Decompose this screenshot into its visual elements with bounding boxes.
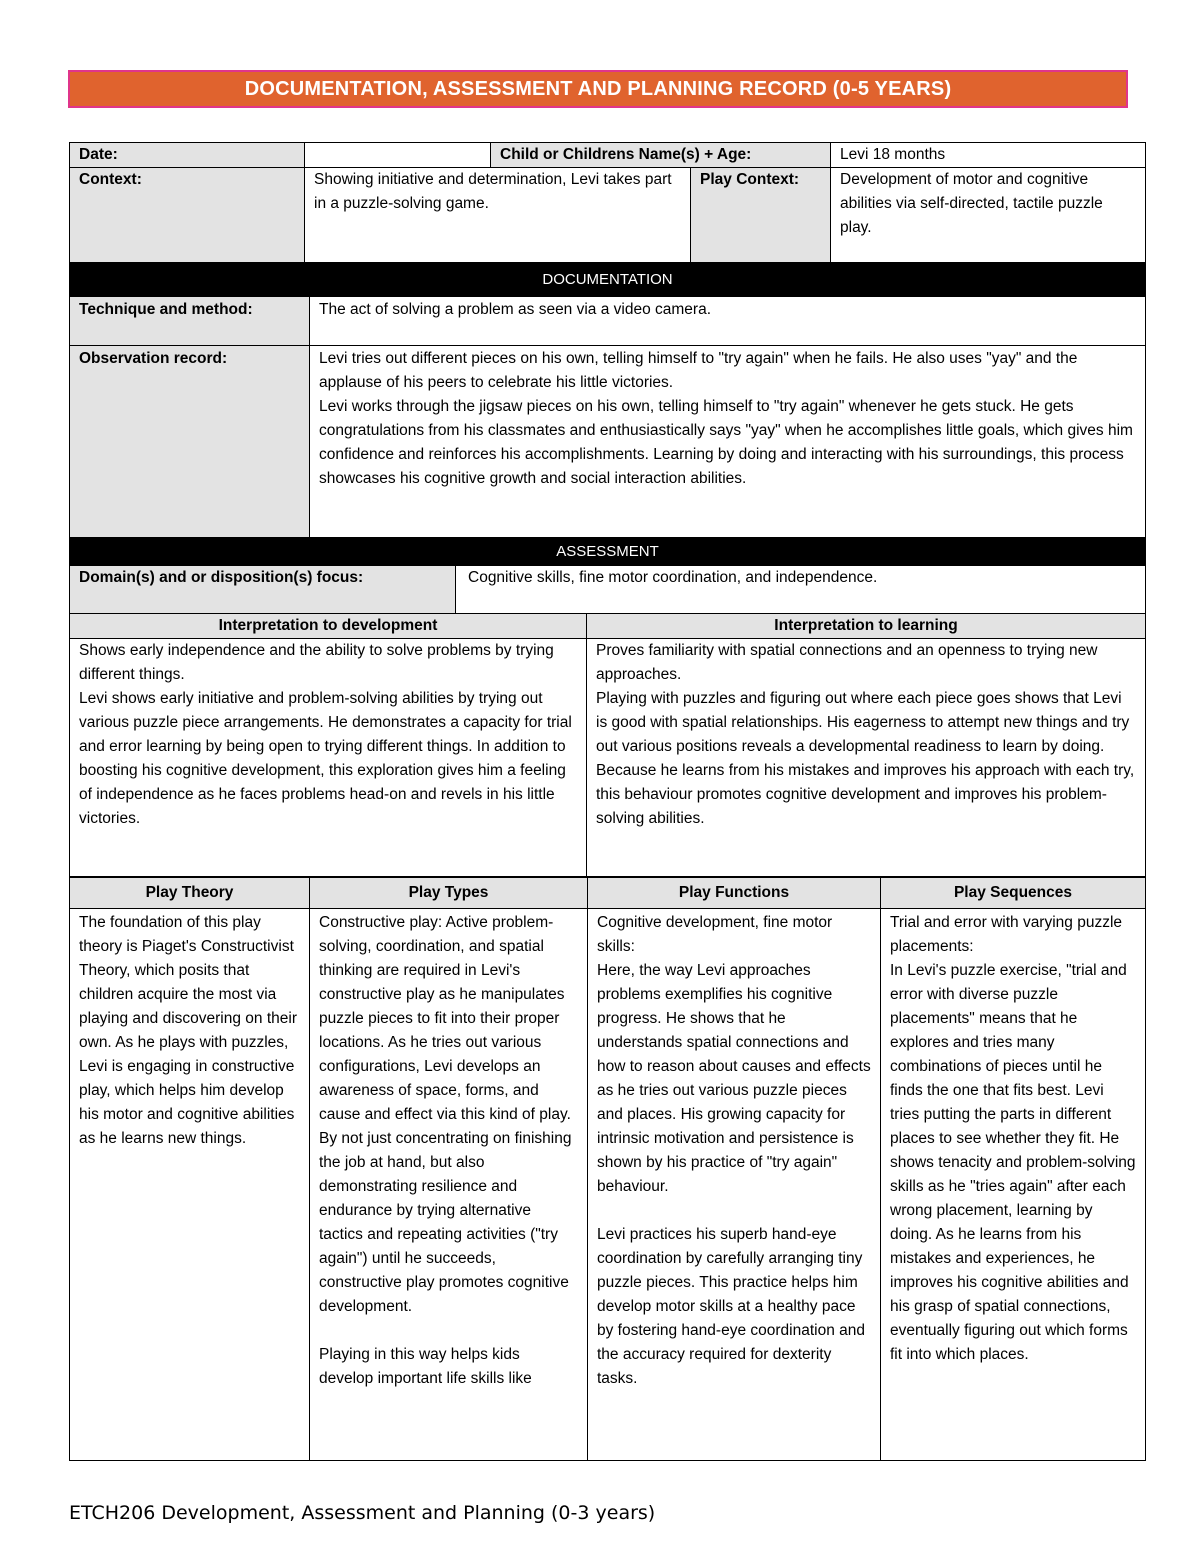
development-heading: Interpretation to development	[70, 614, 587, 639]
play-types-heading: Play Types	[310, 878, 588, 909]
play-functions-heading: Play Functions	[588, 878, 881, 909]
observation-value: Levi tries out different pieces on his own, telling himself to "try again" when he fails. He also uses "yay" and the applause of his peers to celebrate his little victories. Levi works through the jigsaw pieces on his own, telling himself to "try again" whenever he gets stuck. He gets congratulations from his classmates and enthusiastically says "yay" when he accomplishes little goals, which gives him confidence and reinforces his accomplishments. Learning by doing and interacting with his surroundings, this process showcases his cognitive growth and social interaction abilities.	[310, 346, 1146, 538]
context-value: Showing initiative and determination, Levi takes part in a puzzle-solving game.	[305, 168, 691, 264]
domain-label: Domain(s) and or disposition(s) focus:	[70, 566, 456, 614]
documentation-heading: DOCUMENTATION	[70, 263, 1146, 297]
child-name-label: Child or Childrens Name(s) + Age:	[491, 143, 831, 168]
learning-heading: Interpretation to learning	[587, 614, 1146, 639]
assessment-table	[69, 537, 1146, 877]
play-theory-heading: Play Theory	[70, 878, 310, 909]
context-label: Context:	[70, 168, 305, 264]
play-sequences-heading: Play Sequences	[881, 878, 1146, 909]
play-theory-text: The foundation of this play theory is Piaget's Constructivist Theory, which posits that children acquire the most via playing and discovering on their own. As he plays with puzzles, Levi is engaging in constructive play, which helps him develop his motor and cognitive abilities as he learns new things.	[70, 909, 310, 1461]
play-functions-text: Cognitive development, fine motor skills: Here, the way Levi approaches problems exemplifies his cognitive progress. He shows that he understands spatial connections and how to reason about causes and effects as he tries out various puzzle pieces and places. His growing capacity for intrinsic motivation and persistence is shown by his practice of "try again" behaviour. Levi practices his superb hand-eye coordination by carefully arranging tiny puzzle pieces. This practice helps him develop motor skills at a healthy pace by fostering hand-eye coordination and the accuracy required for dexterity tasks.	[588, 909, 881, 1461]
development-text: Shows early independence and the ability to solve problems by trying different things. Levi shows early initiative and problem-solving abilities by trying out various puzzle piece arrangements. He demonstrates a capacity for trial and error learning by being open to trying different things. In addition to boosting his cognitive development, this exploration gives him a feeling of independence as he faces problems head-on and revels in his little victories.	[70, 639, 587, 877]
observation-label: Observation record:	[70, 346, 310, 538]
child-name-value: Levi 18 months	[831, 143, 1146, 168]
play-table	[69, 877, 1146, 1461]
play-context-label: Play Context:	[691, 168, 831, 264]
learning-text: Proves familiarity with spatial connections and an openness to trying new approaches. Playing with puzzles and figuring out where each piece goes shows that Levi is good with spatial relationships. His eagerness to attempt new things and try out various positions reveals a developmental readiness to learn by doing. Because he learns from his mistakes and improves his approach with each try, this behaviour promotes cognitive development and improves his problem-solving abilities.	[587, 639, 1146, 877]
page-title: DOCUMENTATION, ASSESSMENT AND PLANNING RECORD (0-5 YEARS)	[68, 70, 1128, 108]
domain-value: Cognitive skills, fine motor coordination, and independence.	[456, 566, 1146, 614]
assessment-heading: ASSESSMENT	[70, 538, 1146, 566]
header-table	[69, 142, 1146, 264]
play-sequences-text: Trial and error with varying puzzle placements: In Levi's puzzle exercise, "trial and error with diverse puzzle placements" means that he explores and tries many combinations of pieces until he finds the one that fits best. Levi tries putting the parts in different places to see whether they fit. He shows tenacity and problem-solving skills as he "tries again" after each wrong placement, learning by doing. As he learns from his mistakes and experiences, he improves his cognitive abilities and his grasp of spatial connections, eventually figuring out which forms fit into which places.	[881, 909, 1146, 1461]
date-label: Date:	[70, 143, 305, 168]
date-value	[305, 143, 491, 168]
technique-label: Technique and method:	[70, 297, 310, 346]
play-types-text: Constructive play: Active problem-solving, coordination, and spatial thinking are required in Levi's constructive play as he manipulates puzzle pieces to fit into their proper locations. As he tries out various configurations, Levi develops an awareness of space, forms, and cause and effect via this kind of play. By not just concentrating on finishing the job at hand, but also demonstrating resilience and endurance by trying alternative tactics and repeating activities ("try again") until he succeeds, constructive play promotes cognitive development. Playing in this way helps kids develop important life skills like	[310, 909, 588, 1461]
technique-value: The act of solving a problem as seen via a video camera.	[310, 297, 1146, 346]
documentation-table	[69, 262, 1146, 538]
page-footer: ETCH206 Development, Assessment and Planning (0-3 years)	[69, 1502, 656, 1524]
play-context-value: Development of motor and cognitive abilities via self-directed, tactile puzzle play.	[831, 168, 1146, 264]
